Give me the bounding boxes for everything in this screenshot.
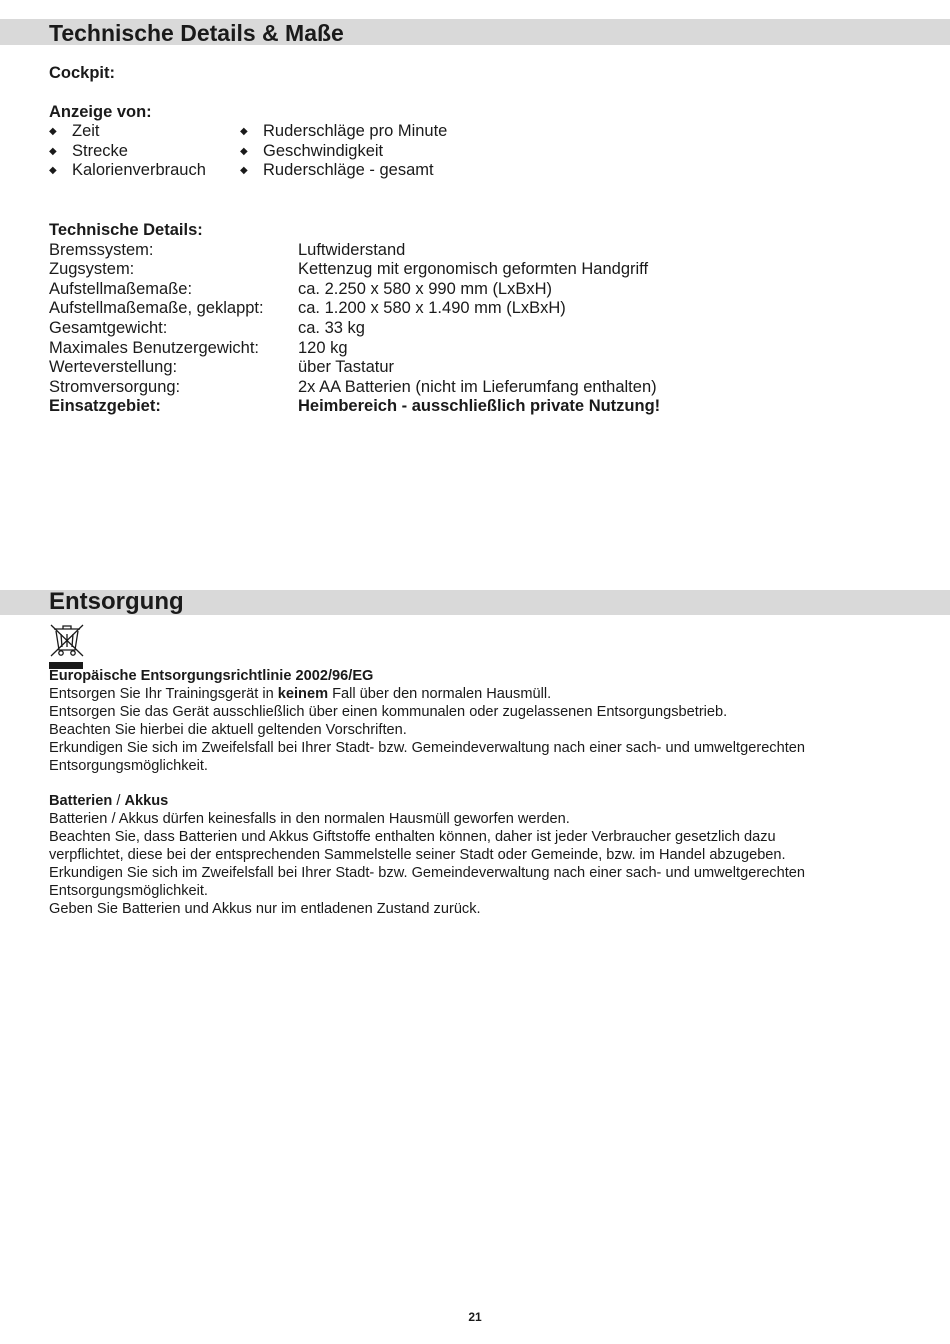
spec-key: Zugsystem: [49, 260, 135, 279]
table-row [49, 378, 660, 398]
table-row [49, 319, 660, 339]
battery-paragraph: Geben Sie Batterien und Akkus nur im entladenen Zustand zurück. [49, 901, 481, 917]
spec-value: Heimbereich - ausschließlich private Nutzung! [298, 397, 661, 416]
spec-value: ca. 1.200 x 580 x 1.490 mm (LxBxH) [298, 299, 566, 318]
spec-value: 2x AA Batterien (nicht im Lieferumfang enthalten) [298, 377, 657, 396]
spec-table [49, 221, 660, 417]
battery-heading: Batterien / Akkus [49, 793, 169, 809]
list-item: ◆ Ruderschläge - gesamt [240, 161, 434, 180]
spec-key: Werteverstellung: [49, 358, 178, 377]
section-header-technical [0, 19, 950, 45]
table-row [49, 299, 660, 319]
spec-key: Maximales Benutzergewicht: [49, 338, 260, 357]
battery-paragraph: Batterien / Akkus dürfen keinesfalls in den normalen Hausmüll geworfen werden. [49, 811, 570, 827]
list-item: ◆ Zeit [49, 122, 100, 141]
cockpit-heading: Cockpit: [49, 64, 115, 82]
spec-key: Stromversorgung: [49, 377, 181, 396]
spec-value: Luftwiderstand [298, 240, 406, 259]
spec-value: ca. 33 kg [298, 318, 365, 337]
display-list-left [49, 122, 206, 181]
spec-key: Aufstellmaßemaße, geklappt: [49, 299, 264, 318]
section-header-disposal [0, 590, 950, 615]
spec-key: Gesamtgewicht: [49, 318, 168, 337]
list-item: ◆ Kalorienverbrauch [49, 161, 206, 180]
disposal-paragraph: Erkundigen Sie sich im Zweifelsfall bei Ihrer Stadt- bzw. Gemeindeverwaltung nach einer sach- und umweltgerechten [49, 740, 806, 756]
table-row [49, 241, 660, 261]
spec-key: Aufstellmaßemaße: [49, 279, 193, 298]
list-item: ◆ Geschwindigkeit [240, 141, 384, 160]
diamond-bullet-icon: ◆ [240, 126, 248, 138]
battery-paragraph: Erkundigen Sie sich im Zweifelsfall bei Ihrer Stadt- bzw. Gemeindeverwaltung nach einer sach- und umweltgerechten [49, 865, 806, 881]
disposal-paragraph: Entsorgen Sie das Gerät ausschließlich über einen kommunalen oder zugelassenen Entsorgungsbetrieb. [49, 704, 728, 720]
directive-heading: Europäische Entsorgungsrichtlinie 2002/96/EG [49, 668, 374, 684]
disposal-paragraph: Entsorgen Sie Ihr Trainingsgerät in keinem Fall über den normalen Hausmüll. [49, 686, 552, 702]
diamond-bullet-icon: ◆ [240, 145, 248, 157]
spec-value: ca. 2.250 x 580 x 990 mm (LxBxH) [298, 279, 553, 298]
diamond-bullet-icon: ◆ [49, 165, 57, 177]
diamond-bullet-icon: ◆ [240, 165, 248, 177]
spec-key: Einsatzgebiet: [49, 397, 161, 416]
table-row [49, 339, 660, 359]
table-row [49, 358, 660, 378]
list-item: ◆ Ruderschläge pro Minute [240, 122, 448, 141]
spec-value: über Tastatur [298, 358, 395, 377]
page-number: 21 [468, 1310, 482, 1324]
crossed-out-wheelie-bin-icon [48, 622, 86, 670]
table-row [49, 397, 660, 417]
section-title-disposal: Entsorgung [49, 588, 184, 615]
spec-value: Kettenzug mit ergonomisch geformten Handgriff [298, 260, 649, 279]
section-title-technical: Technische Details & Maße [49, 20, 344, 46]
display-list-right [240, 122, 447, 181]
table-row [49, 260, 660, 280]
table-row [49, 280, 660, 300]
battery-paragraph: Entsorgungsmöglichkeit. [49, 883, 208, 899]
battery-paragraph: verpflichtet, diese bei der entsprechenden Sammelstelle seiner Stadt oder Gemeinde, bzw. im Handel abzugeben. [49, 847, 786, 863]
details-heading: Technische Details: [49, 221, 203, 239]
display-heading: Anzeige von: [49, 103, 152, 121]
spec-value: 120 kg [298, 338, 348, 357]
list-item: ◆ Strecke [49, 141, 128, 160]
diamond-bullet-icon: ◆ [49, 126, 57, 138]
diamond-bullet-icon: ◆ [49, 145, 57, 157]
disposal-paragraph: Beachten Sie hierbei die aktuell geltenden Vorschriften. [49, 722, 407, 738]
disposal-paragraph: Entsorgungsmöglichkeit. [49, 758, 208, 774]
spec-key: Bremssystem: [49, 240, 154, 259]
battery-paragraph: Beachten Sie, dass Batterien und Akkus Giftstoffe enthalten können, daher ist jeder Verbraucher gesetzlich dazu [49, 829, 776, 845]
